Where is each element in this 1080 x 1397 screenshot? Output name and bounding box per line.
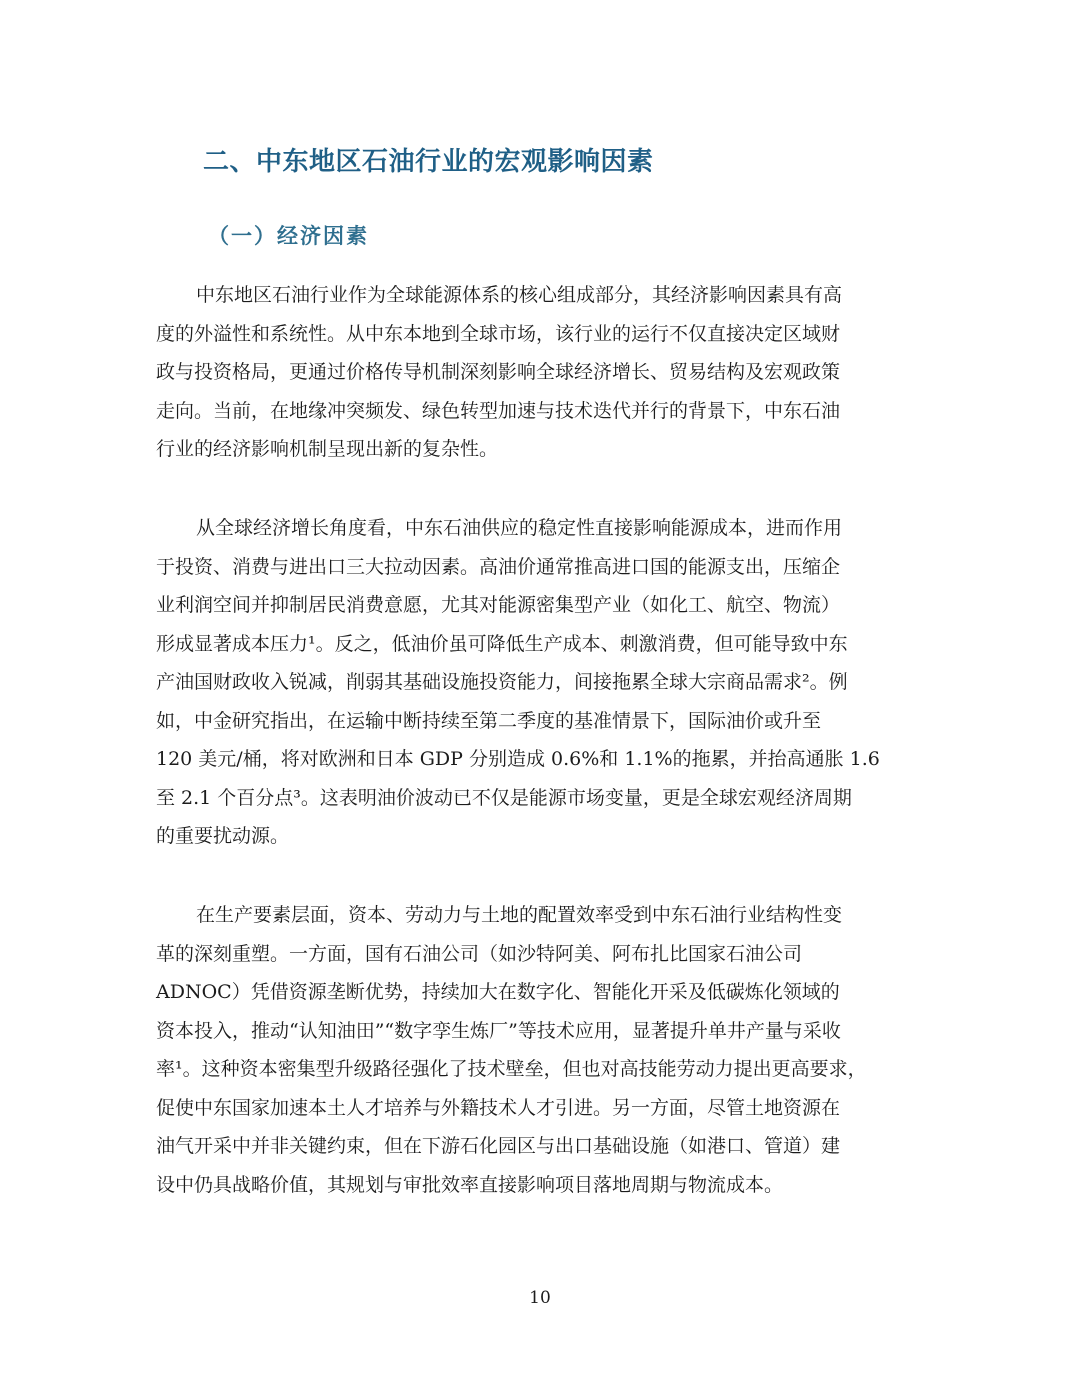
text-line: 在生产要素层面，资本、劳动力与土地的配置效率受到中东石油行业结构性变	[196, 904, 843, 926]
paragraph-3	[156, 896, 936, 1204]
subsection-title: （一）经济因素	[208, 224, 369, 248]
text-line: 行业的经济影响机制呈现出新的复杂性。	[156, 438, 499, 460]
text-line: 从全球经济增长角度看，中东石油供应的稳定性直接影响能源成本，进而作用	[196, 517, 843, 539]
paragraph-2	[156, 509, 936, 856]
text-line: 产油国财政收入锐减，削弱其基础设施投资能力，间接拖累全球大宗商品需求²。例	[156, 671, 848, 693]
text-line: 如，中金研究指出，在运输中断持续至第二季度的基准情景下，国际油价或升至	[156, 709, 822, 732]
text-line: 度的外溢性和系统性。从中东本地到全球市场，该行业的运行不仅直接决定区域财	[156, 322, 841, 345]
text-line: 的重要扰动源。	[156, 825, 290, 847]
text-line: 业利润空间并抑制居民消费意愿，尤其对能源密集型产业（如化工、航空、物流）	[156, 594, 841, 616]
text-line: 形成显著成本压力¹。反之，低油价虽可降低生产成本、刺激消费，但可能导致中东	[156, 632, 848, 655]
text-line: 资本投入，推动“认知油田”“数字孪生炼厂”等技术应用，显著提升单井产量与采收	[156, 1019, 841, 1042]
text-line: 于投资、消费与进出口三大拉动因素。高油价通常推高进口国的能源支出，压缩企	[156, 555, 841, 578]
text-line: 革的深刻重塑。一方面，国有石油公司（如沙特阿美、阿布扎比国家石油公司	[156, 942, 803, 965]
text-line: 设中仍具战略价值，其规划与审批效率直接影响项目落地周期与物流成本。	[156, 1173, 784, 1196]
text-line: 120 美元/桶，将对欧洲和日本 GDP 分别造成 0.6%和 1.1%的拖累，并抬高通胀 1.6	[156, 748, 880, 770]
text-line: 中东地区石油行业作为全球能源体系的核心组成部分，其经济影响因素具有高	[196, 284, 843, 306]
text-line: 至 2.1 个百分点³。这表明油价波动已不仅是能源市场变量，更是全球宏观经济周期	[156, 786, 852, 809]
text-line: 政与投资格局，更通过价格传导机制深刻影响全球经济增长、贸易结构及宏观政策	[156, 361, 841, 383]
text-line: 走向。当前，在地缘冲突频发、绿色转型加速与技术迭代并行的背景下，中东石油	[156, 399, 841, 422]
paragraph-1	[156, 276, 936, 469]
text-line: 促使中东国家加速本土人才培养与外籍技术人才引进。另一方面，尽管土地资源在	[156, 1096, 841, 1119]
text-line: 率¹。这种资本密集型升级路径强化了技术壁垒，但也对高技能劳动力提出更高要求，	[156, 1058, 867, 1080]
section-title: 二、中东地区石油行业的宏观影响因素	[203, 147, 654, 177]
text-line: ADNOC）凭借资源垄断优势，持续加大在数字化、智能化开采及低碳炼化领域的	[156, 981, 840, 1003]
page-number: 10	[529, 1288, 551, 1308]
text-line: 油气开采中并非关键约束，但在下游石化园区与出口基础设施（如港口、管道）建	[156, 1135, 841, 1157]
